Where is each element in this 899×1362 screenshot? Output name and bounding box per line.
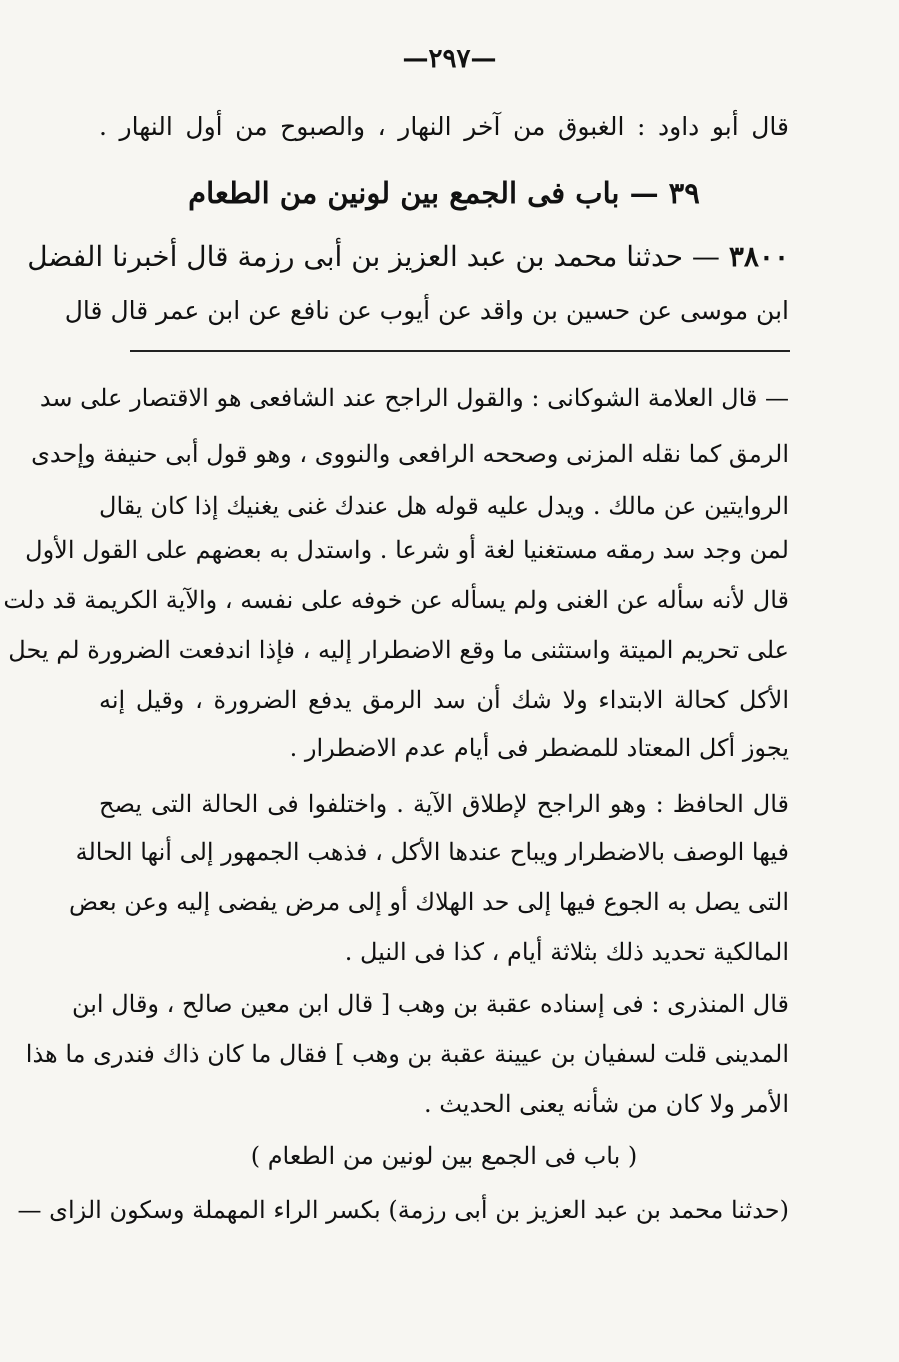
- page-number: —٢٩٧—: [402, 44, 497, 74]
- commentary-line: الأكل كحالة الابتداء ولا شك أن سد الرمق يدفع الضرورة ، وقيل إنه: [99, 686, 789, 714]
- commentary-line: الروايتين عن مالك . ويدل عليه قوله هل عندك غنى يغنيك إذا كان يقال: [99, 492, 789, 520]
- commentary-line: فيها الوصف بالاضطرار ويباح عندها الأكل ، فذهب الجمهور إلى أنها الحالة: [75, 838, 789, 866]
- commentary-line: الأمر ولا كان من شأنه يعنى الحديث .: [423, 1090, 789, 1118]
- commentary-line: (حدثنا محمد بن عبد العزيز بن أبى رزمة) بكسر الراء المهملة وسكون الزاى —: [17, 1196, 789, 1224]
- chapter-heading: ٣٩ — باب فى الجمع بين لونين من الطعام: [188, 176, 700, 210]
- hadith-isnad: — حدثنا محمد بن عبد العزيز بن أبى رزمة قال أخبرنا الفضل: [27, 240, 720, 273]
- hadith-header: [27, 240, 789, 273]
- commentary-line: المالكية تحديد ذلك بثلاثة أيام ، كذا فى النيل .: [344, 938, 789, 966]
- commentary-line: المدينى قلت لسفيان بن عيينة عقبة بن وهب ] فقال ما كان ذاك فندرى ما هذا: [25, 1040, 789, 1068]
- commentary-line: الرمق كما نقله المزنى وصححه الرافعى والنووى ، وهو قول أبى حنيفة وإحدى: [31, 440, 789, 468]
- chapter-reference: ( باب فى الجمع بين لونين من الطعام ): [250, 1142, 638, 1170]
- commentary-line: قال لأنه سأله عن الغنى ولم يسأله عن خوفه على نفسه ، والآية الكريمة قد دلت: [3, 586, 789, 614]
- commentary-line: على تحريم الميتة واستثنى ما وقع الاضطرار إليه ، فإذا اندفعت الضرورة لم يحل: [8, 636, 789, 664]
- commentary-line: — قال العلامة الشوكانى : والقول الراجح عند الشافعى هو الاقتصار على سد: [39, 384, 789, 412]
- commentary-line: قال المنذرى : فى إسناده عقبة بن وهب [ قال ابن معين صالح ، وقال ابن: [71, 990, 789, 1018]
- commentary-line: لمن وجد سد رمقه مستغنيا لغة أو شرعا . واستدل به بعضهم على القول الأول: [25, 536, 789, 564]
- commentary-line: التى يصل به الجوع فيها إلى حد الهلاك أو إلى مرض يفضى إليه وعن بعض: [68, 888, 789, 916]
- hadith-line: ابن موسى عن حسين بن واقد عن أيوب عن نافع عن ابن عمر قال قال: [64, 296, 789, 325]
- text-line: قال أبو داود : الغبوق من آخر النهار ، والصبوح من أول النهار .: [99, 112, 789, 141]
- hadith-number: ٣٨٠٠: [728, 240, 789, 273]
- divider: [130, 350, 790, 352]
- commentary-line: قال الحافظ : وهو الراجح لإطلاق الآية . واختلفوا فى الحالة التى يصح: [99, 790, 789, 818]
- commentary-line: يجوز أكل المعتاد للمضطر فى أيام عدم الاضطرار .: [289, 734, 789, 762]
